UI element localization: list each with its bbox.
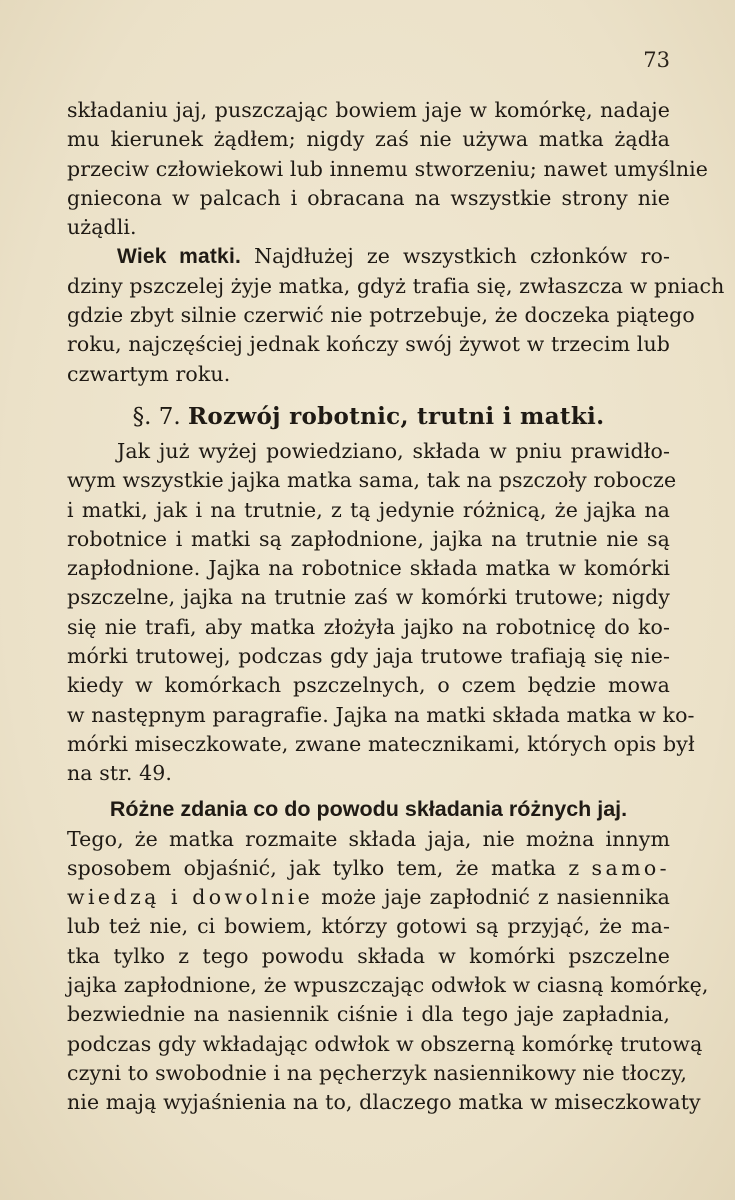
text-line: bezwiednie na nasiennik ciśnie i dla tego jaje zapładnia,	[67, 1002, 670, 1027]
section-heading	[67, 397, 670, 437]
text-line: tka tylko z tego powodu składa w komórki pszczelne	[67, 943, 670, 968]
text-line: podczas gdy wkładając odwłok w obszerną komórkę trutową	[67, 1031, 703, 1056]
text-line: i matki, jak i na trutnie, z tą jedynie różnicą, że jajka na	[67, 497, 670, 522]
text-line: czwartym roku.	[67, 361, 231, 386]
text-line: się nie trafi, aby matka złożyła jajko na robotnicę do ko-	[67, 614, 670, 639]
text-line: mórki miseczkowate, zwane matecznikami, których opis był	[67, 731, 695, 756]
spaced-text: wiedzą i dowolnie	[67, 885, 314, 910]
text-line: na str. 49.	[67, 761, 172, 786]
text-line: nie mają wyjaśnienia na to, dlaczego matka w miseczkowaty	[67, 1090, 701, 1115]
paragraph-egg-laying	[67, 825, 709, 1118]
paragraph-continuation	[67, 96, 709, 242]
text-run: sposobem objaśnić, jak tylko tem, że matka z	[67, 855, 580, 880]
paragraph-queen-age	[67, 242, 725, 388]
text-line: czyni to swobodnie i na pęcherzyk nasiennikowy nie tłoczy,	[67, 1060, 687, 1085]
text-line: Tego, że matka rozmaite składa jaja, nie można innym	[67, 826, 670, 851]
page-text	[67, 96, 725, 1118]
text-line	[67, 883, 670, 912]
text-line: lub też nie, ci bowiem, którzy gotowi są przyjąć, że ma-	[67, 914, 670, 939]
text-line: składaniu jaj, puszczając bowiem jaje w komórkę, nadaje	[67, 98, 670, 122]
text-line	[67, 242, 670, 271]
text-line: przeciw człowiekowi lub innemu stworzeniu; nawet umyślnie	[67, 156, 709, 181]
text-line: mu kierunek żądłem; nigdy zaś nie używa matka żądła	[67, 127, 670, 152]
text-run: może jaje zapłodnić z nasiennika	[321, 885, 670, 910]
text-line: gniecona w palcach i obracana na wszystkie strony nie	[67, 185, 670, 210]
text-line: dziny pszczelej żyje matka, gdyż trafia się, zwłaszcza w pniach	[67, 273, 725, 298]
run-in-heading: Wiek matki.	[117, 245, 242, 269]
spaced-text: samo-	[591, 855, 670, 880]
page-number: 73	[643, 48, 670, 72]
text-line: pszczelne, jajka na trutnie zaś w komórki trutowe; nigdy	[67, 585, 670, 610]
text-line: zapłodnione. Jajka na robotnice składa matka w komórki	[67, 556, 670, 581]
subheading: Różne zdania co do powodu składania różnych jaj.	[109, 796, 628, 821]
text-line: Jak już wyżej powiedziano, składa w pniu prawidło-	[117, 438, 670, 463]
text-line: jajka zapłodnione, że wpuszczając odwłok w ciasną komórkę,	[67, 973, 709, 998]
text-line	[67, 854, 670, 883]
text-line: użądli.	[67, 215, 137, 240]
text-line: w następnym paragrafie. Jajka na matki składa matka w ko-	[67, 702, 695, 727]
paragraph-development	[67, 437, 695, 789]
text-line: kiedy w komórkach pszczelnych, o czem będzie mowa	[67, 673, 670, 698]
text-line: gdzie zbyt silnie czerwić nie potrzebuje, że doczeka piątego	[67, 303, 695, 328]
section-title: Rozwój robotnic, trutni i matki.	[187, 402, 605, 430]
text-run: Najdłużej ze wszystkich członków ro-	[254, 244, 670, 269]
text-line: roku, najczęściej jednak kończy swój żywot w trzecim lub	[67, 332, 670, 357]
text-line: mórki trutowej, podczas gdy jaja trutowe trafiają się nie-	[67, 644, 670, 669]
text-line: robotnice i matki są zapłodnione, jajka na trutnie nie są	[67, 526, 670, 551]
text-line: wym wszystkie jajka matka sama, tak na pszczoły robocze	[67, 468, 677, 493]
section-number: §. 7.	[132, 403, 181, 430]
